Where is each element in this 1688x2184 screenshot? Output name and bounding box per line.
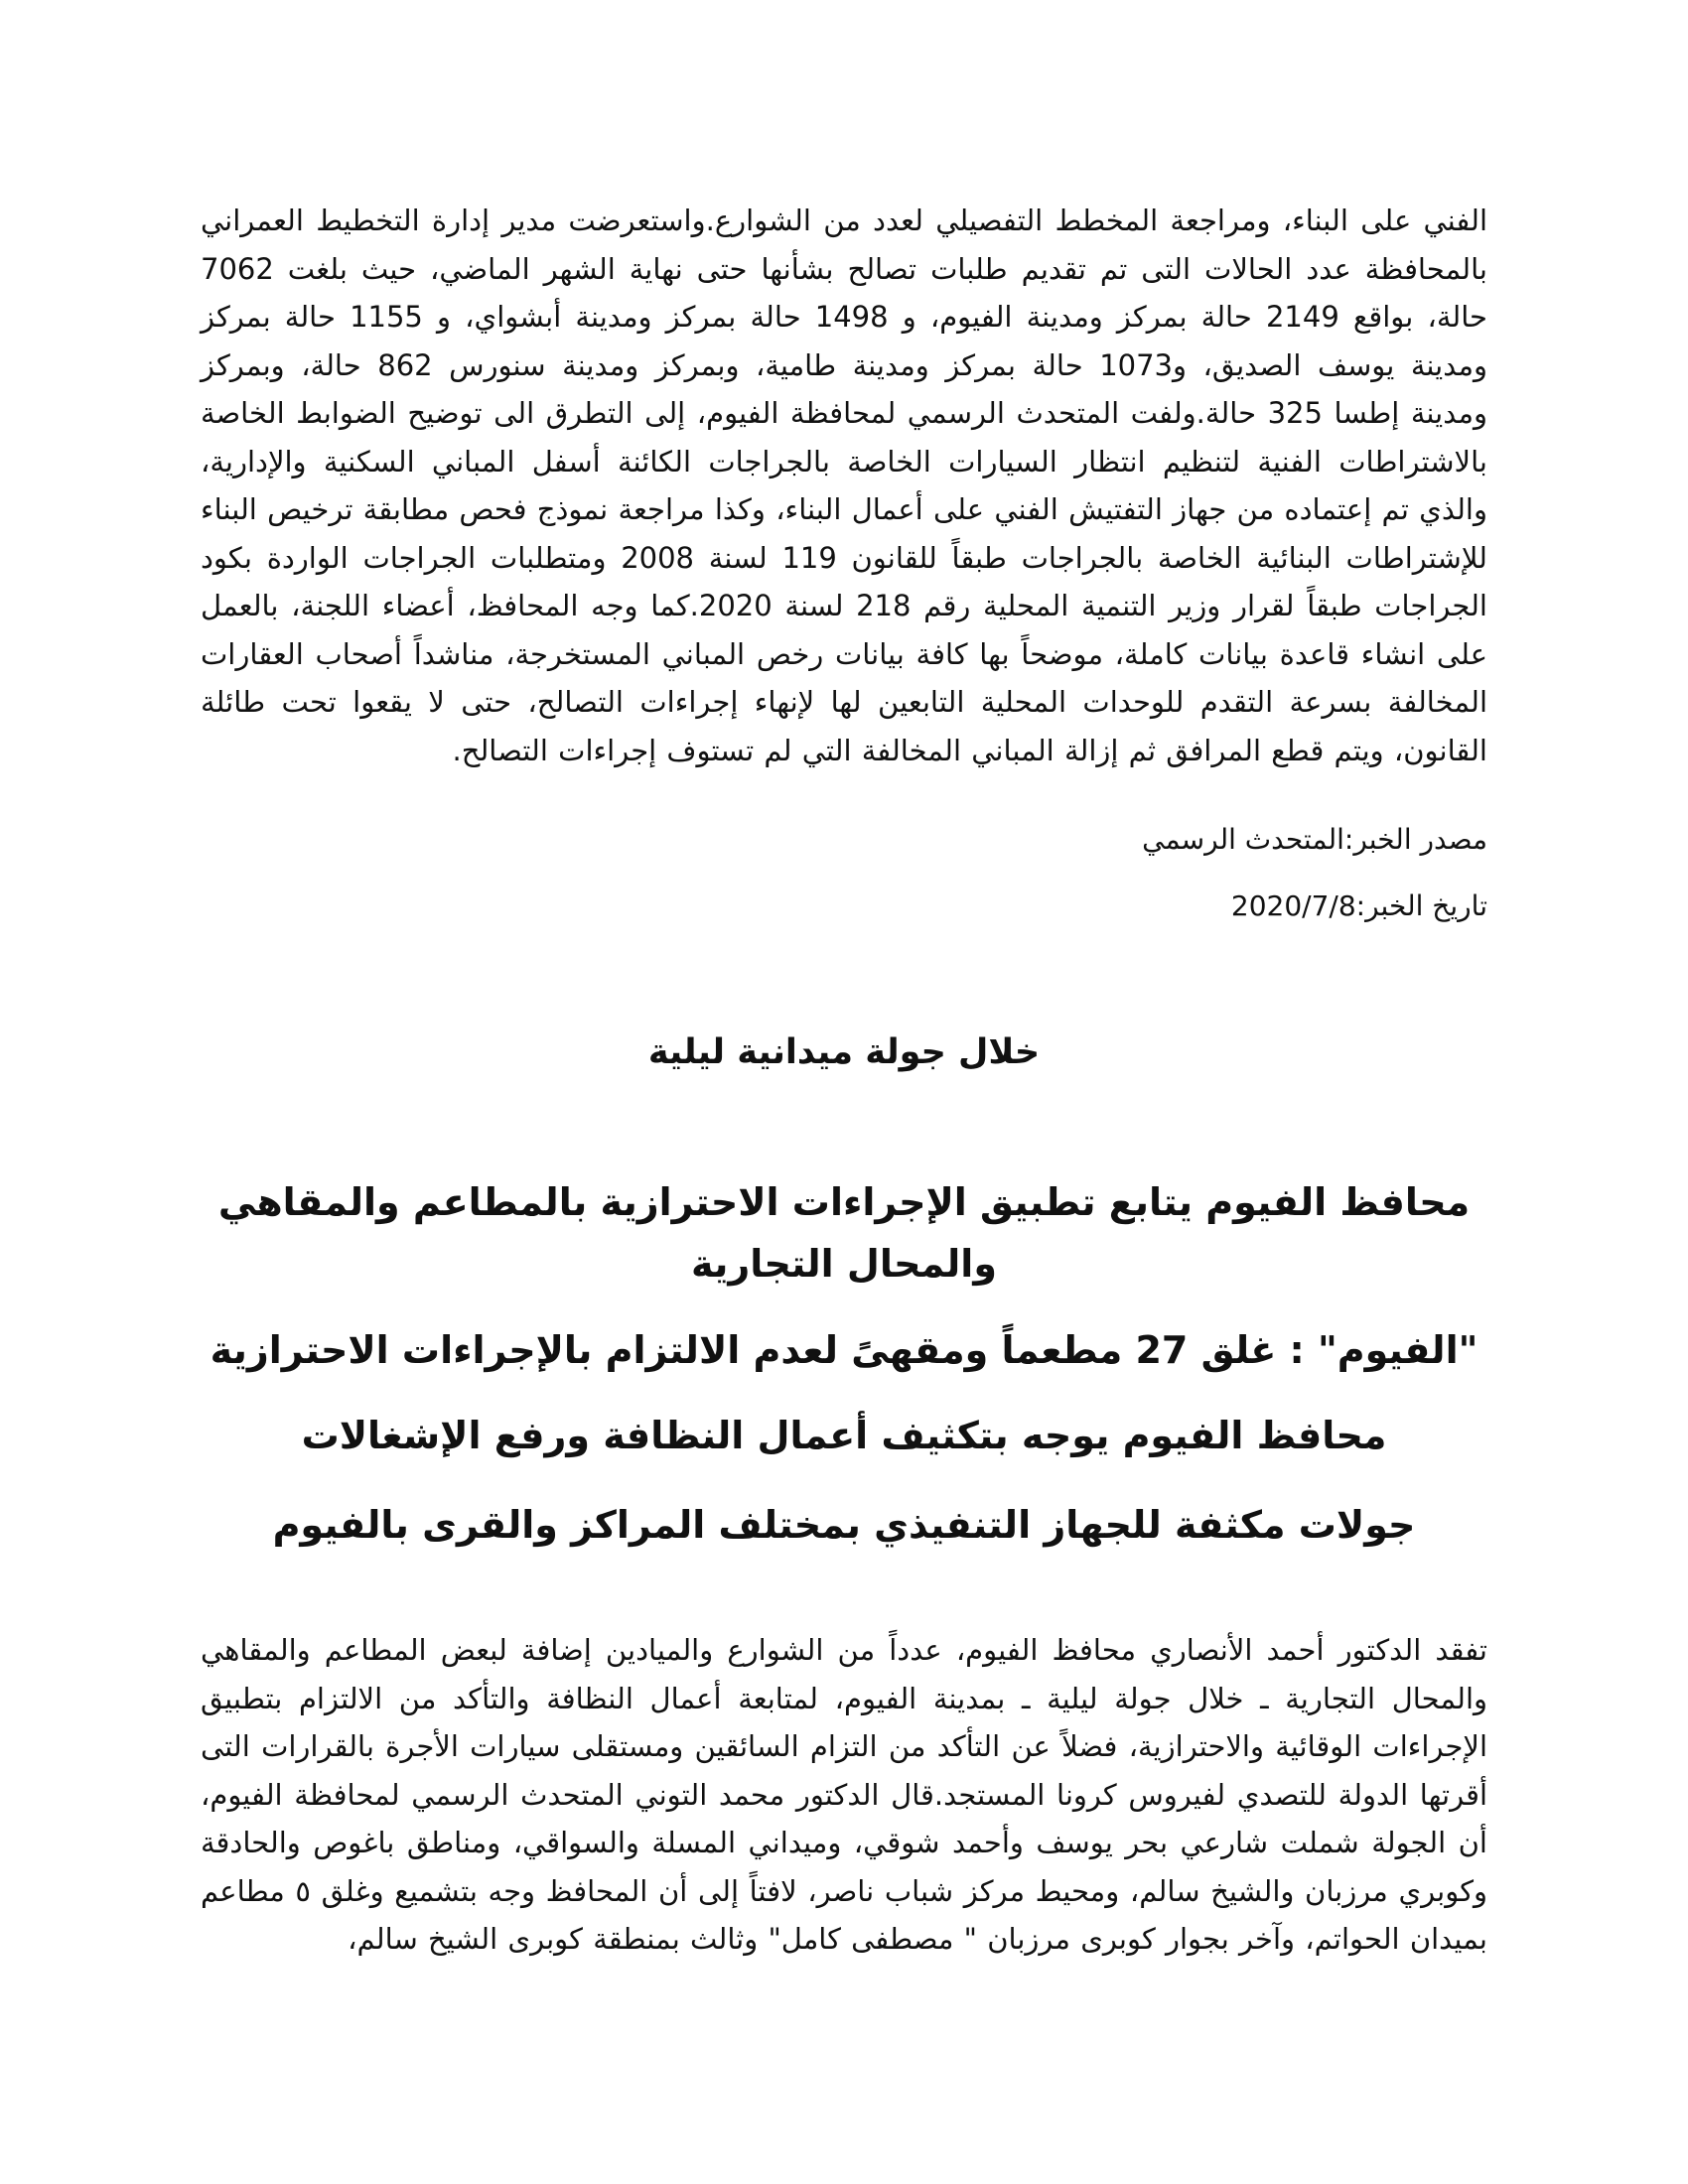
subheading-closures: "الفيوم" : غلق 27 مطعماً ومقهىً لعدم الالتزام بالإجراءات الاحترازية [210,1328,1478,1372]
intro-heading: خلال جولة ميدانية ليلية [647,1032,1041,1072]
article-body-paragraph: الفني على البناء، ومراجعة المخطط التفصيلي لعدد من الشوارع.واستعرضت مدير إدارة التخطيط العمراني بالمحافظة عدد الحالات التى تم تقديم طلبات تصالح بشأنها حتى نهاية الشهر الماضي، حيث بلغت 7062 حالة، بواقع 2149 حالة بمركز ومدينة الفيوم، و 1498 حالة بمركز ومدينة أبشواي، و 1155 حالة بمركز ومدينة يوسف الصديق، و1073 حالة بمركز ومدينة طامية، وبمركز ومدينة سنورس 862 حالة، وبمركز ومدينة إطسا 325 حالة.ولفت المتحدث الرسمي لمحافظة الفيوم، إلى التطرق الى توضيح الضوابط الخاصة بالاشتراطات الفنية لتنظيم انتظار السيارات الخاصة بالجراجات الكائنة أسفل المباني السكنية والإدارية، والذي تم إعتماده من جهاز التفتيش الفني على أعمال البناء، وكذا مراجعة نموذج فحص مطابقة ترخيص البناء للإشتراطات البنائية الخاصة بالجراجات طبقاً للقانون 119 لسنة 2008 ومتطلبات الجراجات الواردة بكود الجراجات طبقاً لقرار وزير التنمية المحلية رقم 218 لسنة 2020.كما وجه المحافظ، أعضاء اللجنة، بالعمل على انشاء قاعدة بيانات كاملة، موضحاً بها كافة بيانات رخص المباني المستخرجة، مناشداً أصحاب العقارات المخالفة بسرعة التقدم للوحدات المحلية التابعين لها لإنهاء إجراءات التصالح، حتى لا يقعوا تحت طائلة القانون، ويتم قطع المرافق ثم إزالة المباني المخالفة التي لم تستوف إجراءات التصالح. [201,204,1488,767]
subheading-tours: جولات مكثفة للجهاز التنفيذي بمختلف المراكز والقرى بالفيوم [272,1503,1416,1547]
main-heading: محافظ الفيوم يتابع تطبيق الإجراءات الاحترازية بالمطاعم والمقاهي والمحال التجارية [217,1180,1471,1286]
article-body-paragraph: تفقد الدكتور أحمد الأنصاري محافظ الفيوم، عدداً من الشوارع والميادين إضافة لبعض المطاعم والمقاهي والمحال التجارية ـ خلال جولة ليلية ـ بمدينة الفيوم، لمتابعة أعمال النظافة والتأكد من الالتزام بتطبيق الإجراءات الوقائية والاحترازية، فضلاً عن التأكد من التزام السائقين ومستقلى سيارات الأجرة بالقرارات التى أقرتها الدولة للتصدي لفيروس كرونا المستجد.قال الدكتور محمد التوني المتحدث الرسمي لمحافظة الفيوم، أن الجولة شملت شارعي بحر يوسف وأحمد شوقي، وميداني المسلة والسواقي، ومناطق باغوص والحادقة وكوبري مرزبان والشيخ سالم، ومحيط مركز شباب ناصر، لافتاً إلى أن المحافظ وجه بتشميع وغلق ٥ مطاعم بميدان الحواتم، وآخر بجوار كوبرى مرزبان " مصطفى كامل" وثالث بمنطقة كوبرى الشيخ سالم، [201,1633,1488,1956]
news-source-line: مصدر الخبر:المتحدث الرسمي [1142,823,1487,856]
subheading-cleaning: محافظ الفيوم يوجه بتكثيف أعمال النظافة ورفع الإشغالات [301,1414,1387,1457]
news-date-line: تاريخ الخبر:2020/7/8 [1230,889,1487,922]
